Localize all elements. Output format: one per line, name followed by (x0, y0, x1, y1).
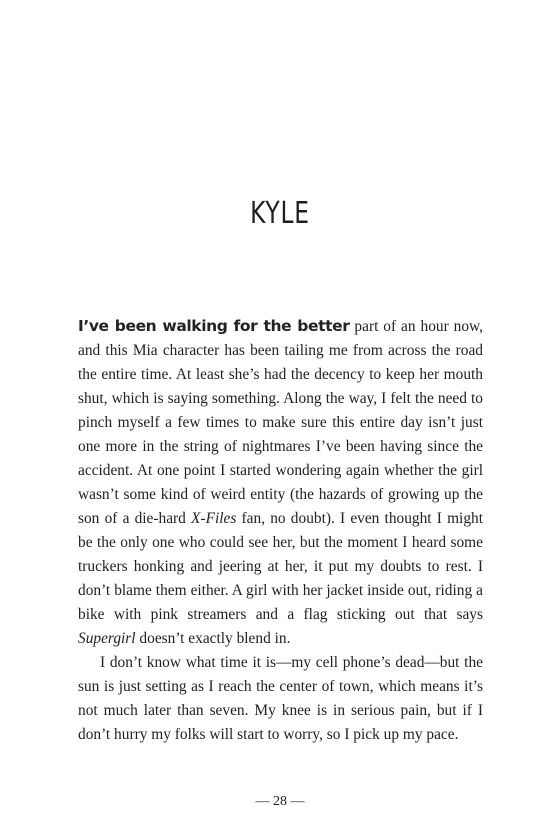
italic-supergirl: Supergirl (78, 630, 136, 647)
paragraph-1-text-a: part of an hour now, and this Mia character has been tailing me from across the road the entire time. At least she’s had the decency to keep her mouth shut, which is saying something. Along the way, I felt the need to pinch myself a few times to make sure this entire day isn’t just one more in the string of nightmares I’ve been having since the accident. At one point I started wondering again whether the girl wasn’t some kind of weird entity (the hazards of growing up the son of a die-hard (78, 318, 484, 527)
lead-in: I’ve been walking for the better (78, 317, 350, 335)
paragraph-2: I don’t know what time it is—my cell phone’s dead—but the sun is just setting as I reach the center of town, which means it’s not much later than seven. My knee is in serious pain, but if I don’t hurry my folks will start to worry, so I pick up my pace. (78, 654, 483, 743)
page-number: — 28 — (255, 794, 305, 809)
paragraph-1-text-c: doesn’t exactly blend in. (135, 630, 291, 647)
paragraph-1-text-b: fan, no doubt). I even thought I might be the only one who could see her, but the moment I heard some truckers honking and jeering at her, it put my doubts to rest. I don’t blame them either. A girl with her jacket inside out, riding a bike with pink streamers and a flag sticking out that says (78, 510, 483, 623)
body-text (78, 314, 483, 747)
paragraph-1 (78, 314, 483, 651)
italic-title-x-files: X-Files (191, 510, 237, 527)
chapter-title: KYLE (250, 196, 310, 231)
